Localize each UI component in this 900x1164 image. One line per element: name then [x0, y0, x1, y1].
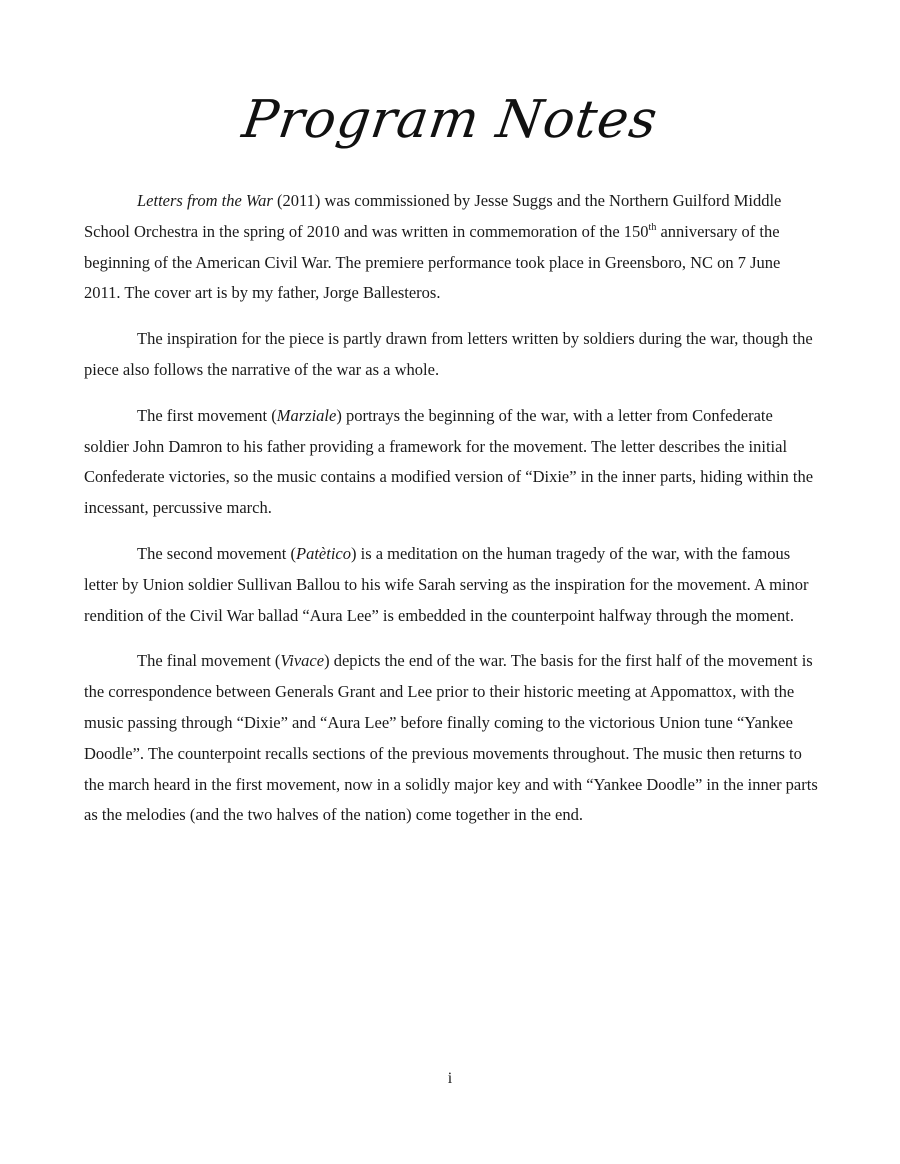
tempo-marking: Patètico: [296, 543, 351, 563]
paragraph-text: (2011) was commissioned by Jesse Suggs and the Northern Guilford Middle School Orchestra in the spring of 2010 and was written in commemoration of the 150: [84, 191, 782, 241]
tempo-marking: Marziale: [276, 405, 337, 425]
page-title: Program Notes: [238, 90, 662, 150]
paragraph-first-movement: [84, 401, 820, 524]
paragraph-text: The first movement (: [137, 405, 277, 425]
paragraph-commission: [84, 186, 820, 309]
paragraph-final-movement: [84, 646, 820, 831]
page-number: i: [447, 1070, 453, 1087]
ordinal-superscript: th: [648, 221, 657, 233]
paragraph-text: The second movement (: [137, 543, 296, 563]
paragraph-text: anniversary of the beginning of the American Civil War. The premiere performance took place in Greensboro, NC on 7 June 2011. The cover art is by my father, Jorge Ballesteros.: [84, 221, 781, 303]
paragraph-text: ) portrays the beginning of the war, with a letter from Confederate soldier John Damron to his father providing a framework for the movement. The letter describes the initial Confederate victories, so the music contains a modified version of “Dixie” in the inner parts, hiding within the incessant, percussive march.: [84, 405, 814, 518]
paragraph-text: The inspiration for the piece is partly drawn from letters written by soldiers during the war, though the piece also follows the narrative of the war as a whole.: [84, 329, 813, 379]
paragraph-text: ) depicts the end of the war. The basis for the first half of the movement is the correspondence between Generals Grant and Lee prior to their historic meeting at Appomattox, with the music passing through “Dixie” and “Aura Lee” before finally coming to the victorious Union tune “Yankee Doodle”. The counterpoint recalls sections of the previous movements throughout. The music then returns to the march heard in the first movement, now in a solidly major key and with “Yankee Doodle” in the inner parts as the melodies (and the two halves of the nation) come together in the end.: [84, 651, 818, 825]
tempo-marking: Vivace: [280, 651, 325, 671]
paragraph-text: ) is a meditation on the human tragedy of the war, with the famous letter by Union soldier Sullivan Ballou to his wife Sarah serving as the inspiration for the movement. A minor rendition of the Civil War ballad “Aura Lee” is embedded in the counterpoint halfway through the moment.: [84, 543, 809, 625]
paragraph-second-movement: [84, 539, 820, 631]
paragraph-text: The final movement (: [137, 651, 281, 671]
work-title: Letters from the War: [137, 191, 273, 210]
paragraph-inspiration: [84, 324, 820, 386]
program-notes-body: [84, 186, 820, 846]
